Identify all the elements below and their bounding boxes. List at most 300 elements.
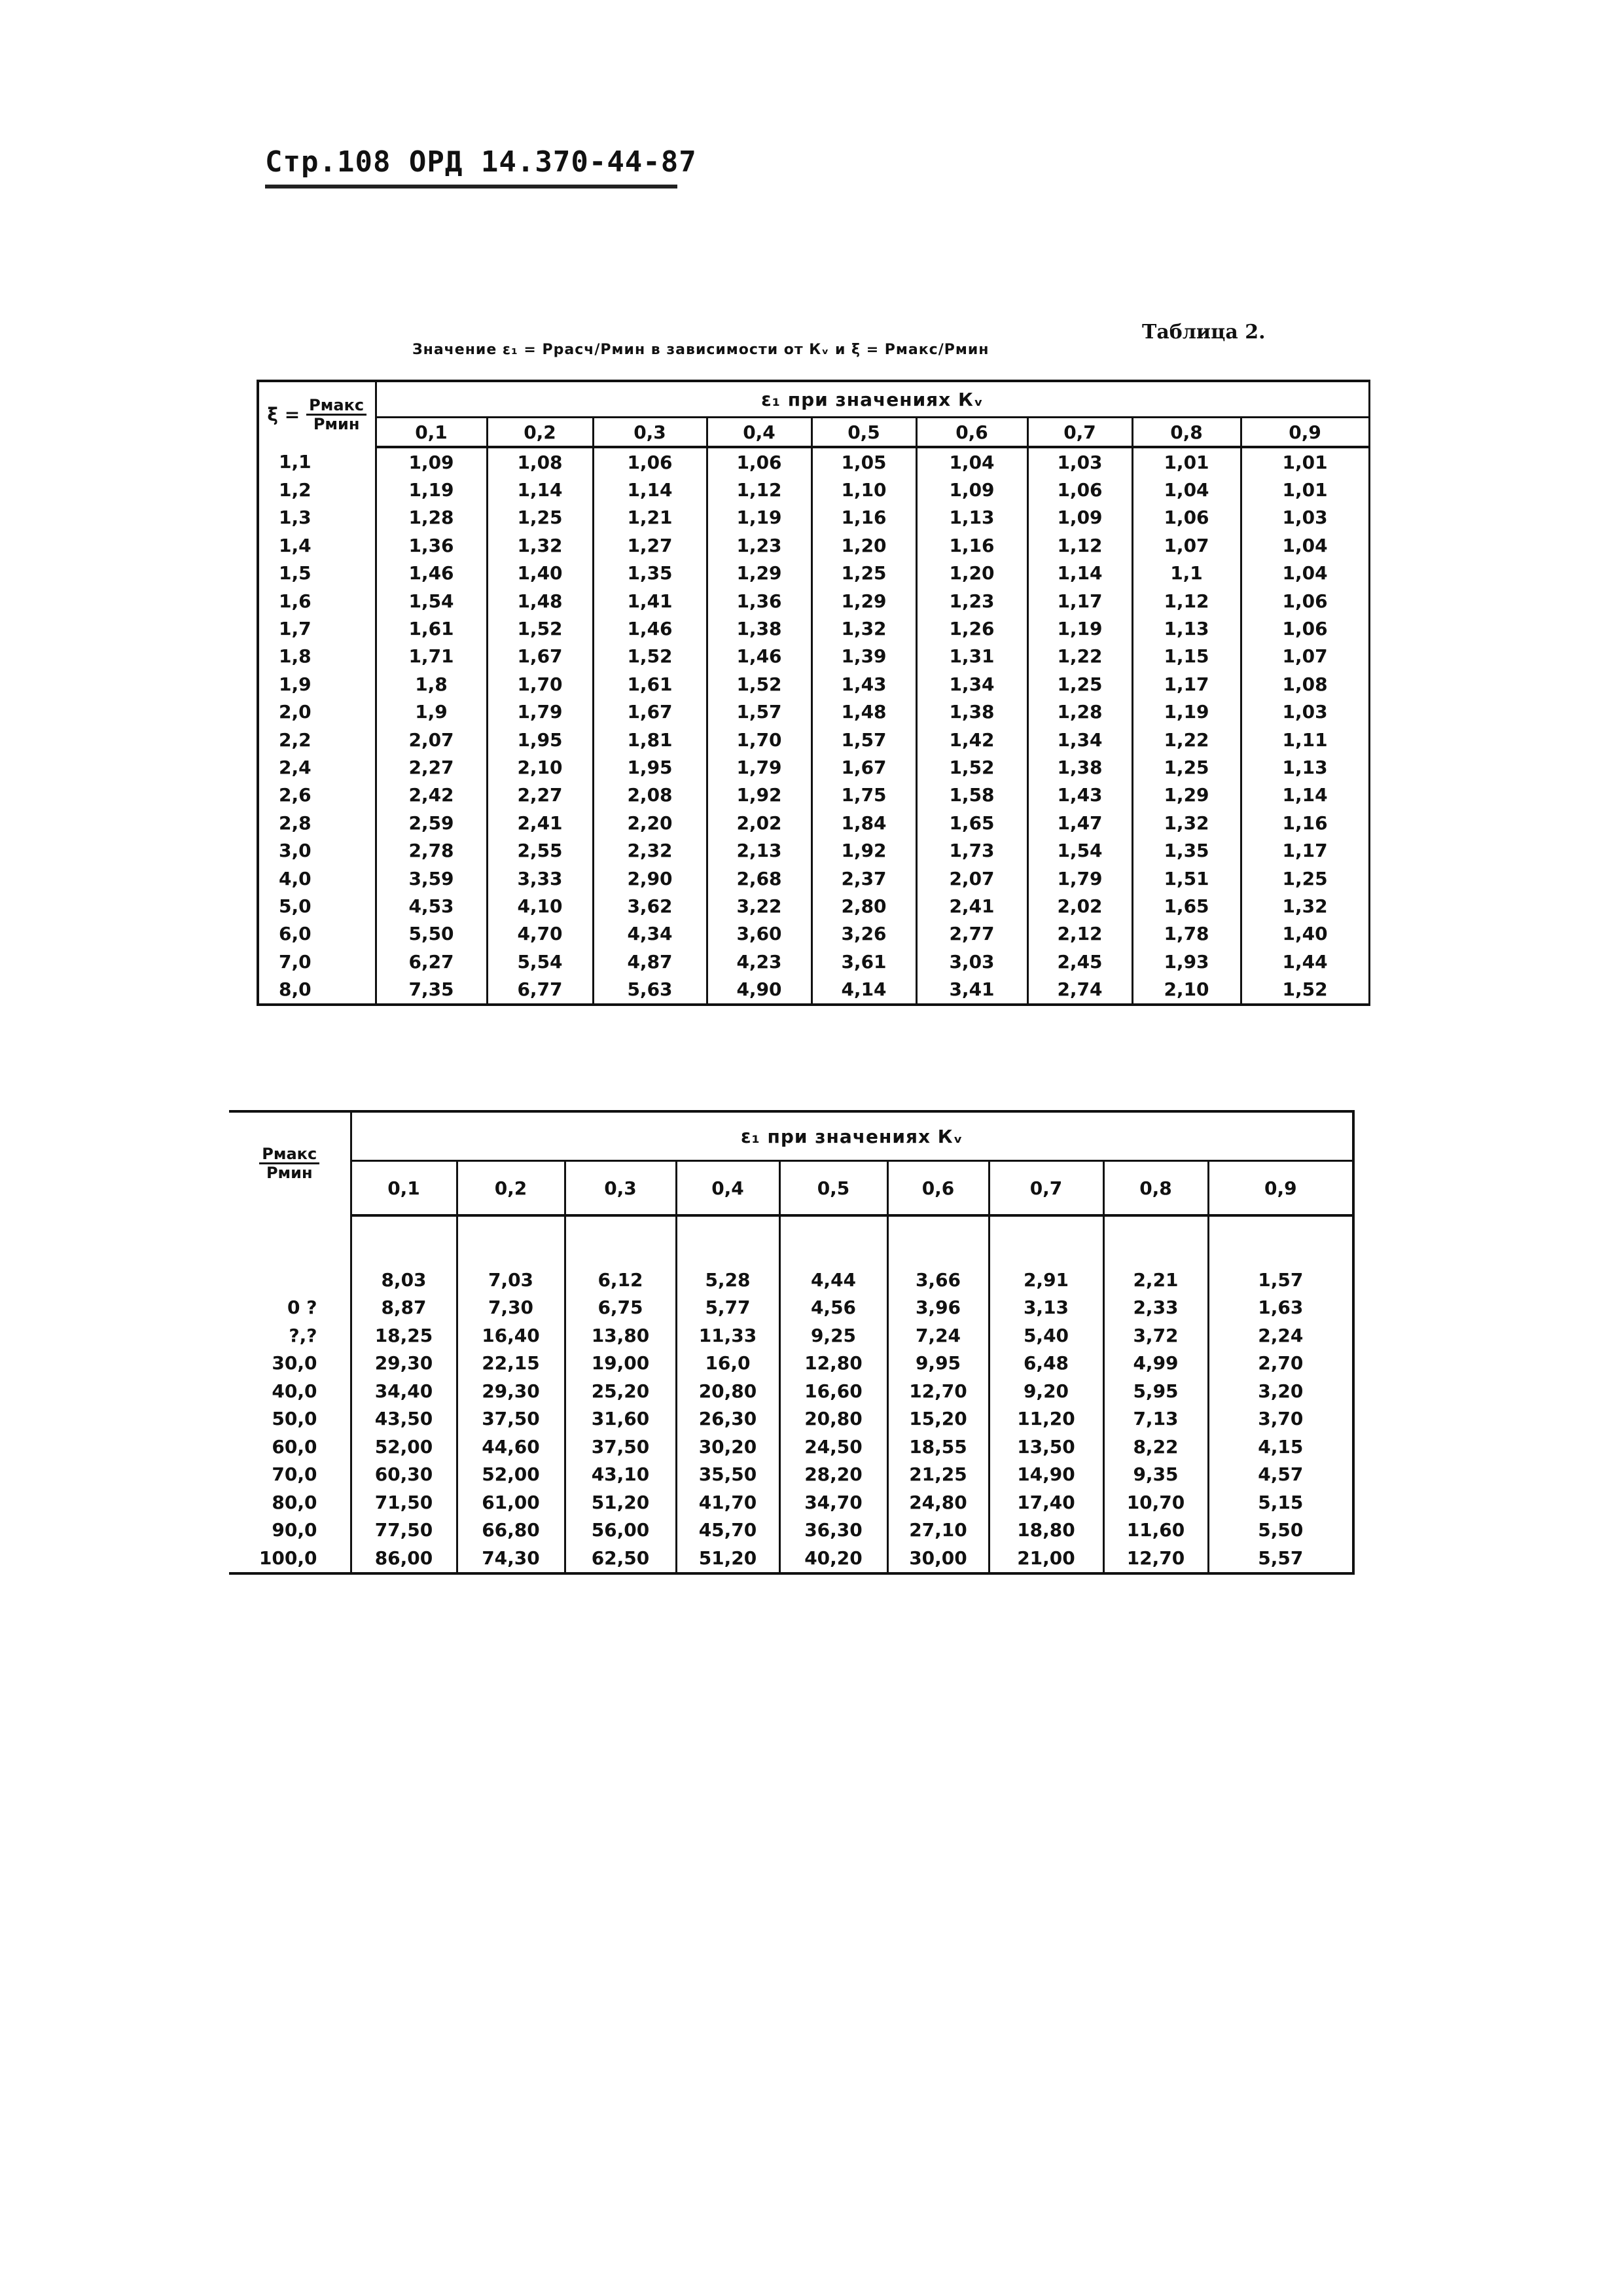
table-cell: 3,22	[707, 892, 812, 920]
table2-kv-header: 0,5	[779, 1161, 887, 1216]
xi-value-cell: 1,3	[258, 504, 376, 531]
table-cell: 1,07	[1132, 531, 1241, 559]
table-cell: 1,25	[487, 504, 593, 531]
table-cell: 1,25	[1027, 670, 1132, 698]
table-cell: 5,40	[989, 1321, 1103, 1350]
table-cell: 7,24	[887, 1321, 989, 1350]
xi-value-cell: 3,0	[258, 836, 376, 864]
table-row	[229, 1488, 1353, 1516]
table1-corner-header	[258, 381, 376, 447]
xi-value-cell: ?,?	[289, 1324, 317, 1346]
table-cell: 5,77	[676, 1294, 779, 1322]
table-cell: 2,55	[487, 836, 593, 864]
table-cell: 1,38	[916, 698, 1027, 726]
table1-kv-header-row	[258, 418, 1369, 448]
table-cell: 26,30	[676, 1405, 779, 1433]
corner-denominator: Рмин	[313, 415, 360, 433]
table-cell: 2,10	[1132, 975, 1241, 1004]
table-cell: 9,20	[989, 1377, 1103, 1405]
table-cell: 34,70	[779, 1488, 887, 1516]
table-cell: 21,00	[989, 1544, 1103, 1573]
table-cell: 2,27	[487, 781, 593, 809]
table-cell: 1,22	[1132, 726, 1241, 753]
table-cell: 5,54	[487, 948, 593, 975]
table-cell: 27,10	[887, 1516, 989, 1545]
table2-spacer-cell	[989, 1215, 1103, 1266]
table-row	[229, 1461, 1353, 1489]
table-2	[229, 1110, 1355, 1575]
table-cell: 29,30	[457, 1377, 565, 1405]
table-cell: 1,13	[916, 504, 1027, 531]
table-cell: 1,01	[1132, 447, 1241, 476]
table-cell: 1,32	[487, 531, 593, 559]
table-cell: 1,16	[916, 531, 1027, 559]
table-cell: 3,26	[812, 920, 916, 948]
table-cell: 1,78	[1132, 920, 1241, 948]
table-cell: 1,25	[812, 560, 916, 587]
table-cell: 1,75	[812, 781, 916, 809]
table-cell: 1,17	[1027, 587, 1132, 615]
table-cell: 45,70	[676, 1516, 779, 1545]
table-cell: 2,13	[707, 836, 812, 864]
table-cell: 41,70	[676, 1488, 779, 1516]
table-cell: 18,25	[351, 1321, 457, 1350]
table-cell: 1,63	[1208, 1294, 1353, 1322]
xi-value-cell	[229, 1266, 351, 1294]
table-cell: 1,09	[376, 447, 487, 476]
table-cell: 2,07	[916, 865, 1027, 892]
table-cell: 1,20	[916, 560, 1027, 587]
table-cell: 1,34	[916, 670, 1027, 698]
table-cell: 56,00	[565, 1516, 676, 1545]
table2-kv-header-row	[229, 1161, 1353, 1216]
table-cell: 22,15	[457, 1350, 565, 1378]
table-cell: 1,41	[593, 587, 707, 615]
table-cell: 1,65	[916, 809, 1027, 836]
table-cell: 1,23	[916, 587, 1027, 615]
table-cell: 86,00	[351, 1544, 457, 1573]
table-cell: 1,67	[593, 698, 707, 726]
table2-spacer-cell	[779, 1215, 887, 1266]
table-cell: 1,70	[487, 670, 593, 698]
table-cell: 2,12	[1027, 920, 1132, 948]
xi-value-cell: 60,0	[272, 1435, 317, 1458]
table-cell: 1,19	[376, 476, 487, 503]
xi-value-cell: 80,0	[272, 1491, 317, 1513]
table-cell: 1,15	[1132, 643, 1241, 670]
corner-numerator: Рмакс	[306, 397, 366, 416]
table-cell: 1,09	[916, 476, 1027, 503]
table-cell: 1,36	[376, 531, 487, 559]
table-cell: 4,15	[1208, 1433, 1353, 1461]
table-cell: 35,50	[676, 1461, 779, 1489]
table2-spacer-cell	[229, 1215, 351, 1266]
table-cell: 1,06	[593, 447, 707, 476]
table-cell: 1,46	[376, 560, 487, 587]
table-row	[258, 587, 1369, 615]
table-row	[258, 560, 1369, 587]
table-cell: 1,06	[1241, 615, 1369, 642]
table-1	[257, 380, 1370, 1006]
table-cell: 1,12	[1132, 587, 1241, 615]
table-cell: 51,20	[565, 1488, 676, 1516]
table-cell: 1,46	[593, 615, 707, 642]
table-cell: 1,57	[707, 698, 812, 726]
table-cell: 12,80	[779, 1350, 887, 1378]
xi-value-cell: 40,0	[272, 1380, 317, 1402]
table-cell: 1,58	[916, 781, 1027, 809]
table-cell: 5,95	[1103, 1377, 1208, 1405]
table-row	[229, 1544, 1353, 1573]
table-cell: 1,47	[1027, 809, 1132, 836]
table-row	[258, 504, 1369, 531]
table-cell: 4,44	[779, 1266, 887, 1294]
table-cell: 1,52	[487, 615, 593, 642]
table-cell: 4,70	[487, 920, 593, 948]
xi-value-cell: 1,8	[258, 643, 376, 670]
table-cell: 34,40	[351, 1377, 457, 1405]
table-caption: Значение ε₁ = Ррасч/Рмин в зависимости от Кᵥ и ξ = Рмакс/Рмин	[412, 342, 990, 358]
table-cell: 1,95	[487, 726, 593, 753]
table-cell: 5,15	[1208, 1488, 1353, 1516]
table-cell: 1,32	[812, 615, 916, 642]
table1-body	[258, 447, 1369, 1005]
table-cell: 2,70	[1208, 1350, 1353, 1378]
xi-value-cell: 1,7	[258, 615, 376, 642]
table-cell: 2,33	[1103, 1294, 1208, 1322]
table-cell: 28,20	[779, 1461, 887, 1489]
table2-spacer-cell	[565, 1215, 676, 1266]
table-cell: 1,13	[1241, 753, 1369, 781]
table-cell: 1,92	[812, 836, 916, 864]
xi-value-cell: 2,4	[258, 753, 376, 781]
table-cell: 1,03	[1241, 698, 1369, 726]
table2-kv-header: 0,2	[457, 1161, 565, 1216]
table-cell: 1,29	[812, 587, 916, 615]
table-cell: 2,41	[487, 809, 593, 836]
table-cell: 1,17	[1132, 670, 1241, 698]
table-cell: 1,16	[812, 504, 916, 531]
table-cell: 1,01	[1241, 476, 1369, 503]
table-cell: 1,10	[812, 476, 916, 503]
xi-value-cell: 2,0	[258, 698, 376, 726]
table-cell: 2,10	[487, 753, 593, 781]
table-cell: 1,25	[1132, 753, 1241, 781]
table-cell: 1,38	[1027, 753, 1132, 781]
table-cell: 1,20	[812, 531, 916, 559]
table-cell: 1,19	[1027, 615, 1132, 642]
table-cell: 1,40	[487, 560, 593, 587]
table-cell: 1,08	[1241, 670, 1369, 698]
table-cell: 77,50	[351, 1516, 457, 1545]
table-cell: 20,80	[779, 1405, 887, 1433]
table-cell: 7,03	[457, 1266, 565, 1294]
xi-value-cell: 4,0	[258, 865, 376, 892]
table-cell: 4,90	[707, 975, 812, 1004]
table-cell: 3,13	[989, 1294, 1103, 1322]
table-cell: 12,70	[1103, 1544, 1208, 1573]
table-cell: 2,74	[1027, 975, 1132, 1004]
table-cell: 8,22	[1103, 1433, 1208, 1461]
table-cell: 1,67	[812, 753, 916, 781]
table-row	[258, 753, 1369, 781]
table-cell: 1,11	[1241, 726, 1369, 753]
table2-spacer-row	[229, 1215, 1353, 1266]
table-cell: 1,21	[593, 504, 707, 531]
table-cell: 1,25	[1241, 865, 1369, 892]
table-cell: 1,67	[487, 643, 593, 670]
table-cell: 13,50	[989, 1433, 1103, 1461]
table-row	[258, 781, 1369, 809]
header-underline	[265, 185, 677, 188]
table-cell: 71,50	[351, 1488, 457, 1516]
table-cell: 1,29	[707, 560, 812, 587]
table-cell: 1,12	[707, 476, 812, 503]
xi-value-cell: 30,0	[272, 1352, 317, 1374]
table-cell: 2,32	[593, 836, 707, 864]
table-cell: 25,20	[565, 1377, 676, 1405]
table-cell: 4,10	[487, 892, 593, 920]
table1-kv-header: 0,4	[707, 418, 812, 448]
table-cell: 3,59	[376, 865, 487, 892]
table-row	[229, 1266, 1353, 1294]
table-cell: 4,34	[593, 920, 707, 948]
table-cell: 1,01	[1241, 447, 1369, 476]
table-cell: 1,52	[916, 753, 1027, 781]
xi-value-cell: 1,4	[258, 531, 376, 559]
table-cell: 2,45	[1027, 948, 1132, 975]
table-cell: 16,0	[676, 1350, 779, 1378]
table-cell: 3,96	[887, 1294, 989, 1322]
table-cell: 1,65	[1132, 892, 1241, 920]
xi-symbol: ξ =	[267, 404, 300, 425]
table-cell: 2,90	[593, 865, 707, 892]
table-cell: 51,20	[676, 1544, 779, 1573]
table-cell: 1,73	[916, 836, 1027, 864]
table-cell: 1,05	[812, 447, 916, 476]
table-row	[229, 1321, 1353, 1350]
table-cell: 1,17	[1241, 836, 1369, 864]
xi-value-cell: 1,5	[258, 560, 376, 587]
table-cell: 2,78	[376, 836, 487, 864]
table-row	[258, 836, 1369, 864]
table-row	[258, 447, 1369, 476]
table-cell: 1,9	[376, 698, 487, 726]
table-cell: 1,04	[1241, 560, 1369, 587]
table-cell: 1,19	[707, 504, 812, 531]
table-cell: 3,41	[916, 975, 1027, 1004]
xi-value-cell: 90,0	[272, 1519, 317, 1541]
table-cell: 74,30	[457, 1544, 565, 1573]
table-row	[229, 1377, 1353, 1405]
table-cell: 1,48	[812, 698, 916, 726]
table-cell: 1,54	[376, 587, 487, 615]
table2-spacer-cell	[1103, 1215, 1208, 1266]
table-cell: 1,07	[1241, 643, 1369, 670]
xi-value-cell: 1,9	[258, 670, 376, 698]
table-cell: 36,30	[779, 1516, 887, 1545]
table-cell: 1,32	[1241, 892, 1369, 920]
table2-body	[229, 1215, 1353, 1573]
table1-kv-header: 0,8	[1132, 418, 1241, 448]
table-row	[258, 670, 1369, 698]
xi-value-cell: 1,6	[258, 587, 376, 615]
xi-value-cell: 0 ?	[287, 1297, 317, 1319]
table-cell: 11,20	[989, 1405, 1103, 1433]
table-cell: 1,93	[1132, 948, 1241, 975]
table-label: Таблица 2.	[1142, 321, 1266, 344]
table-cell: 2,21	[1103, 1266, 1208, 1294]
table-cell: 60,30	[351, 1461, 457, 1489]
table-cell: 16,40	[457, 1321, 565, 1350]
table-cell: 1,13	[1132, 615, 1241, 642]
table-cell: 1,54	[1027, 836, 1132, 864]
table-cell: 6,12	[565, 1266, 676, 1294]
table-cell: 6,27	[376, 948, 487, 975]
table-cell: 11,60	[1103, 1516, 1208, 1545]
table-row	[229, 1350, 1353, 1378]
table-cell: 1,36	[707, 587, 812, 615]
table-cell: 1,38	[707, 615, 812, 642]
table-cell: 5,50	[1208, 1516, 1353, 1545]
table-cell: 6,77	[487, 975, 593, 1004]
table1-kv-header: 0,6	[916, 418, 1027, 448]
table-cell: 1,35	[1132, 836, 1241, 864]
table-cell: 1,03	[1241, 504, 1369, 531]
table-row	[258, 726, 1369, 753]
table-cell: 4,14	[812, 975, 916, 1004]
table-cell: 2,20	[593, 809, 707, 836]
table-row	[258, 476, 1369, 503]
table2-spacer-cell	[1208, 1215, 1353, 1266]
table-cell: 2,24	[1208, 1321, 1353, 1350]
table-cell: 8,03	[351, 1266, 457, 1294]
table-cell: 11,33	[676, 1321, 779, 1350]
table-cell: 1,52	[1241, 975, 1369, 1004]
xi-value-cell: 70,0	[272, 1463, 317, 1486]
table-cell: 61,00	[457, 1488, 565, 1516]
table-cell: 2,07	[376, 726, 487, 753]
table-cell: 1,12	[1027, 531, 1132, 559]
table-cell: 1,14	[1027, 560, 1132, 587]
table2-kv-header: 0,4	[676, 1161, 779, 1216]
table-cell: 2,42	[376, 781, 487, 809]
table-cell: 16,60	[779, 1377, 887, 1405]
table-cell: 3,61	[812, 948, 916, 975]
table-cell: 1,14	[1241, 781, 1369, 809]
table-cell: 37,50	[457, 1405, 565, 1433]
table-cell: 1,8	[376, 670, 487, 698]
table-cell: 1,79	[1027, 865, 1132, 892]
table-cell: 7,35	[376, 975, 487, 1004]
table2-kv-header: 0,3	[565, 1161, 676, 1216]
table-cell: 66,80	[457, 1516, 565, 1545]
table-cell: 1,61	[376, 615, 487, 642]
table-cell: 3,66	[887, 1266, 989, 1294]
table-cell: 6,75	[565, 1294, 676, 1322]
table-cell: 3,70	[1208, 1405, 1353, 1433]
table-cell: 1,08	[487, 447, 593, 476]
table-cell: 9,95	[887, 1350, 989, 1378]
table-cell: 1,71	[376, 643, 487, 670]
table1-kv-header: 0,1	[376, 418, 487, 448]
table-cell: 5,50	[376, 920, 487, 948]
table-cell: 2,77	[916, 920, 1027, 948]
table1-kv-header: 0,2	[487, 418, 593, 448]
table-row	[258, 865, 1369, 892]
table-cell: 52,00	[351, 1433, 457, 1461]
table-cell: 1,42	[916, 726, 1027, 753]
table-row	[229, 1294, 1353, 1322]
table-cell: 17,40	[989, 1488, 1103, 1516]
table-cell: 1,34	[1027, 726, 1132, 753]
table-cell: 1,48	[487, 587, 593, 615]
table1-kv-header: 0,5	[812, 418, 916, 448]
table2-spacer-cell	[351, 1215, 457, 1266]
table-cell: 1,04	[1241, 531, 1369, 559]
table-cell: 1,79	[707, 753, 812, 781]
table-cell: 1,57	[812, 726, 916, 753]
table-row	[229, 1433, 1353, 1461]
table-row	[229, 1516, 1353, 1545]
table-cell: 18,55	[887, 1433, 989, 1461]
table-cell: 10,70	[1103, 1488, 1208, 1516]
table-cell: 3,33	[487, 865, 593, 892]
table-cell: 40,20	[779, 1544, 887, 1573]
table-cell: 24,50	[779, 1433, 887, 1461]
table-cell: 2,41	[916, 892, 1027, 920]
table-cell: 1,81	[593, 726, 707, 753]
table-row	[258, 948, 1369, 975]
table-cell: 1,04	[916, 447, 1027, 476]
table2-spacer-cell	[887, 1215, 989, 1266]
table-cell: 1,61	[593, 670, 707, 698]
table-cell: 1,06	[1027, 476, 1132, 503]
table2-kv-header: 0,8	[1103, 1161, 1208, 1216]
table2-kv-header: 0,7	[989, 1161, 1103, 1216]
table-cell: 4,53	[376, 892, 487, 920]
table-cell: 4,87	[593, 948, 707, 975]
corner-numerator: Рмакс	[259, 1145, 319, 1164]
table-cell: 1,09	[1027, 504, 1132, 531]
table-cell: 1,19	[1132, 698, 1241, 726]
xi-value-cell: 2,8	[258, 809, 376, 836]
table-cell: 1,51	[1132, 865, 1241, 892]
table-row	[258, 920, 1369, 948]
table-cell: 4,99	[1103, 1350, 1208, 1378]
table-cell: 29,30	[351, 1350, 457, 1378]
xi-value-cell: 1,1	[258, 447, 376, 476]
table-cell: 1,79	[487, 698, 593, 726]
table-cell: 2,02	[707, 809, 812, 836]
table-cell: 1,06	[1132, 504, 1241, 531]
table-cell: 2,91	[989, 1266, 1103, 1294]
table-cell: 4,23	[707, 948, 812, 975]
table-cell: 1,35	[593, 560, 707, 587]
table-cell: 1,26	[916, 615, 1027, 642]
table-cell: 1,04	[1132, 476, 1241, 503]
table-cell: 1,40	[1241, 920, 1369, 948]
table-cell: 1,43	[812, 670, 916, 698]
table2-kv-header: 0,9	[1208, 1161, 1353, 1216]
table-cell: 1,39	[812, 643, 916, 670]
xi-value-cell: 2,2	[258, 726, 376, 753]
table-cell: 44,60	[457, 1433, 565, 1461]
table-cell: 20,80	[676, 1377, 779, 1405]
table-row	[258, 698, 1369, 726]
table-cell: 62,50	[565, 1544, 676, 1573]
table-cell: 2,59	[376, 809, 487, 836]
